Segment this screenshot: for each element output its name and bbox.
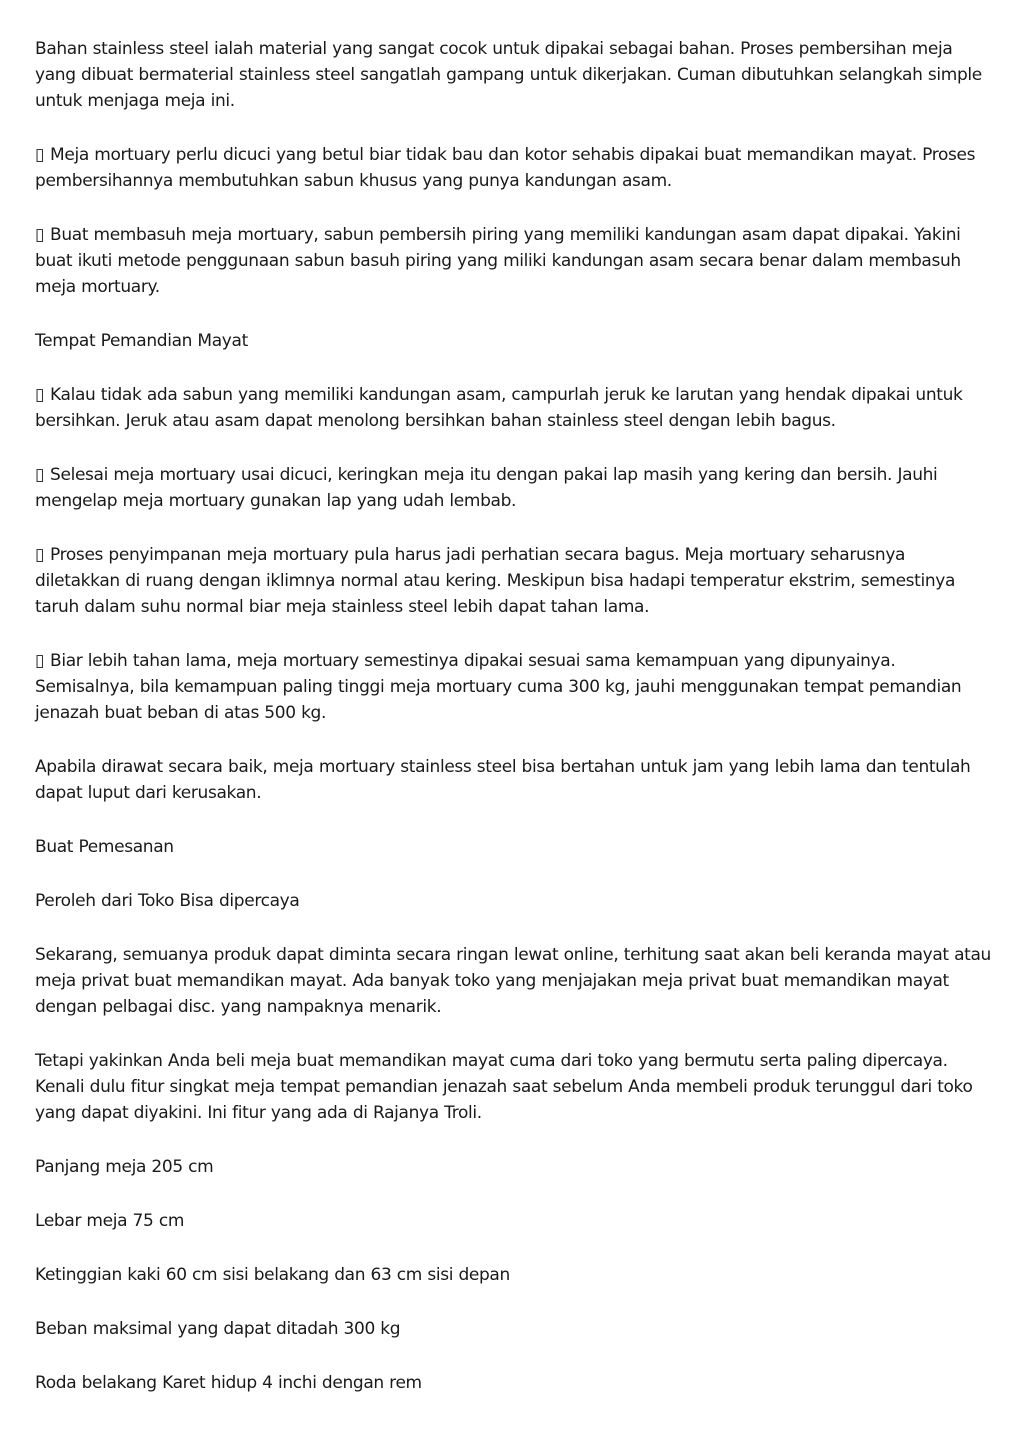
paragraph-intro: Bahan stainless steel ialah material yang sangat cocok untuk dipakai sebagai bahan. Proses pembersihan meja yang dibuat bermaterial stainless steel sangatlah gampang untuk dikerjakan. Cuman dibutuhkan selangkah simple untuk menjaga meja ini. — [35, 39, 982, 111]
spec-length: Panjang meja 205 cm — [35, 1157, 214, 1177]
subheading-pemesanan: Buat Pemesanan — [35, 837, 174, 857]
bullet-paragraph-cleaning: ▯ Meja mortuary perlu dicuci yang betul biar tidak bau dan kotor sehabis dipakai buat memandikan mayat. Proses pembersihannya membutuhkan sabun khusus yang punya kandungan asam. — [35, 142, 995, 194]
bullet-paragraph-drying: ▯ Selesai meja mortuary usai dicuci, keringkan meja itu dengan pakai lap masih yang kering dan bersih. Jauhi mengelap meja mortuary gunakan lap yang udah lembab. — [35, 462, 995, 514]
spec-width: Lebar meja 75 cm — [35, 1211, 185, 1231]
paragraph-online: Sekarang, semuanya produk dapat diminta secara ringan lewat online, terhitung saat akan beli keranda mayat atau meja privat buat memandikan mayat. Ada banyak toko yang menjajakan meja privat buat memandikan mayat dengan pelbagai disc. yang nampaknya menarik. — [35, 945, 991, 1017]
bullet-glyph: ▯ — [35, 225, 45, 245]
spec-rear-wheel: Roda belakang Karet hidup 4 inchi dengan rem — [35, 1373, 422, 1393]
bullet-paragraph-lemon: ▯ Kalau tidak ada sabun yang memiliki kandungan asam, campurlah jeruk ke larutan yang hendak dipakai untuk bersihkan. Jeruk atau asam dapat menolong bersihkan bahan stainless steel dengan lebih bagus. — [35, 382, 995, 434]
bullet-paragraph-capacity: ▯ Biar lebih tahan lama, meja mortuary semestinya dipakai sesuai sama kemampuan yang dipunyainya. Semisalnya, bila kemampuan paling tinggi meja mortuary cuma 300 kg, jauhi menggunakan tempat pemandian jenazah buat beban di atas 500 kg. — [35, 648, 995, 726]
bullet-glyph: ▯ — [35, 385, 45, 405]
subheading-tempat-pemandian: Tempat Pemandian Mayat — [35, 331, 248, 351]
paragraph-durability: Apabila dirawat secara baik, meja mortuary stainless steel bisa bertahan untuk jam yang lebih lama dan tentulah dapat luput dari kerusakan. — [35, 757, 971, 803]
document-body — [35, 36, 995, 1424]
bullet-glyph: ▯ — [35, 651, 45, 671]
paragraph-trusted-store: Tetapi yakinkan Anda beli meja buat memandikan mayat cuma dari toko yang bermutu serta paling dipercaya. Kenali dulu fitur singkat meja tempat pemandian jenazah saat sebelum Anda membeli produk terunggul dari toko yang dapat diyakini. Ini fitur yang ada di Rajanya Troli. — [35, 1051, 973, 1123]
bullet-glyph: ▯ — [35, 465, 45, 485]
spec-leg-height: Ketinggian kaki 60 cm sisi belakang dan 63 cm sisi depan — [35, 1265, 510, 1285]
bullet-paragraph-storage: ▯ Proses penyimpanan meja mortuary pula harus jadi perhatian secara bagus. Meja mortuary seharusnya diletakkan di ruang dengan iklimnya normal atau kering. Meskipun bisa hadapi temperatur ekstrim, semestinya taruh dalam suhu normal biar meja stainless steel lebih dapat tahan lama. — [35, 542, 995, 620]
subheading-toko: Peroleh dari Toko Bisa dipercaya — [35, 891, 300, 911]
bullet-glyph: ▯ — [35, 145, 45, 165]
bullet-glyph: ▯ — [35, 545, 45, 565]
bullet-paragraph-soap: ▯ Buat membasuh meja mortuary, sabun pembersih piring yang memiliki kandungan asam dapat dipakai. Yakini buat ikuti metode penggunaan sabun basuh piring yang miliki kandungan asam secara benar dalam membasuh meja mortuary. — [35, 222, 995, 300]
spec-max-load: Beban maksimal yang dapat ditadah 300 kg — [35, 1319, 401, 1339]
